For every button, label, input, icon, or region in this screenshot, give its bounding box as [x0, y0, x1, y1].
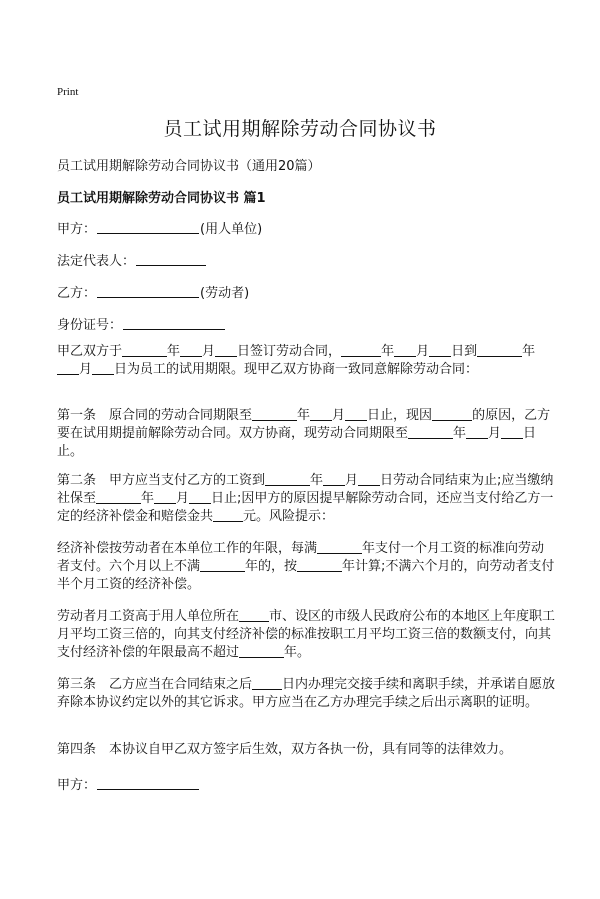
legal-rep-field — [57, 250, 207, 269]
id-number-label: 身份证号： — [57, 318, 123, 333]
paragraph-salary-cap: 劳动者月工资高于用人单位所在 市、设区的市级人民政府公布的本地区上年度职工月平均工资三倍的，向其支付经济补偿的标准按职工月平均工资三倍的数额支付，向其支付经济补偿的年限最高不超过 年。 — [57, 609, 556, 660]
party-a-label: 甲方： — [57, 222, 97, 237]
legal-rep-label: 法定代表人： — [57, 254, 136, 269]
paragraph-article-1: 第一条 原合同的劳动合同期限至 年 月 日止，现因 的原因，乙方要在试用期提前解除劳动合同。双方协商，现劳动合同期限至 年 月 日止。 — [57, 408, 551, 459]
party-b-label: 乙方： — [57, 286, 97, 301]
paragraph-article-2: 第二条 甲方应当支付乙方的工资到 年 月 日劳动合同结束为止;应当缴纳社保至 年 月 日止;因甲方的原因提早解除劳动合同，还应当支付给乙方一定的经济补偿金和赔偿金共 元。风险提示： — [57, 473, 554, 524]
legal-rep-blank[interactable] — [136, 264, 206, 266]
signature-party-a-blank[interactable] — [97, 788, 199, 790]
id-number-blank[interactable] — [123, 328, 225, 330]
party-b-suffix: (劳动者) — [200, 286, 250, 301]
party-b-field — [57, 282, 249, 301]
id-number-field — [57, 314, 226, 333]
party-a-field — [57, 218, 262, 237]
party-a-suffix: (用人单位) — [200, 222, 263, 237]
party-b-blank[interactable] — [97, 296, 199, 298]
document-subtitle: 员工试用期解除劳动合同协议书（通用20篇） — [57, 159, 321, 174]
print-label[interactable]: Print — [57, 86, 79, 98]
party-a-blank[interactable] — [97, 232, 199, 234]
paragraph-1: 甲乙双方于 年 月 日签订劳动合同， 年 月 日到 年月 日为员工的试用期限。现甲乙双方协商一致同意解除劳动合同： — [57, 344, 536, 377]
paragraph-article-4: 第四条 本协议自甲乙双方签字后生效，双方各执一份，具有同等的法律效力。 — [57, 742, 513, 757]
paragraph-article-3: 第三条 乙方应当在合同结束之后 日内办理完交接手续和离职手续，并承诺自愿放弃除本协议约定以外的其它诉求。甲方应当在乙方办理完手续之后出示离职的证明。 — [57, 677, 556, 710]
signature-party-a-label: 甲方： — [57, 778, 97, 793]
signature-party-a-field — [57, 774, 200, 793]
document-title: 员工试用期解除劳动合同协议书 — [163, 118, 437, 140]
section-title: 员工试用期解除劳动合同协议书 篇1 — [57, 191, 266, 206]
paragraph-compensation: 经济补偿按劳动者在本单位工作的年限，每满 年支付一个月工资的标准向劳动者支付。六个月以上不满 年的，按 年计算;不满六个月的，向劳动者支付半个月工资的经济补偿。 — [57, 541, 555, 592]
